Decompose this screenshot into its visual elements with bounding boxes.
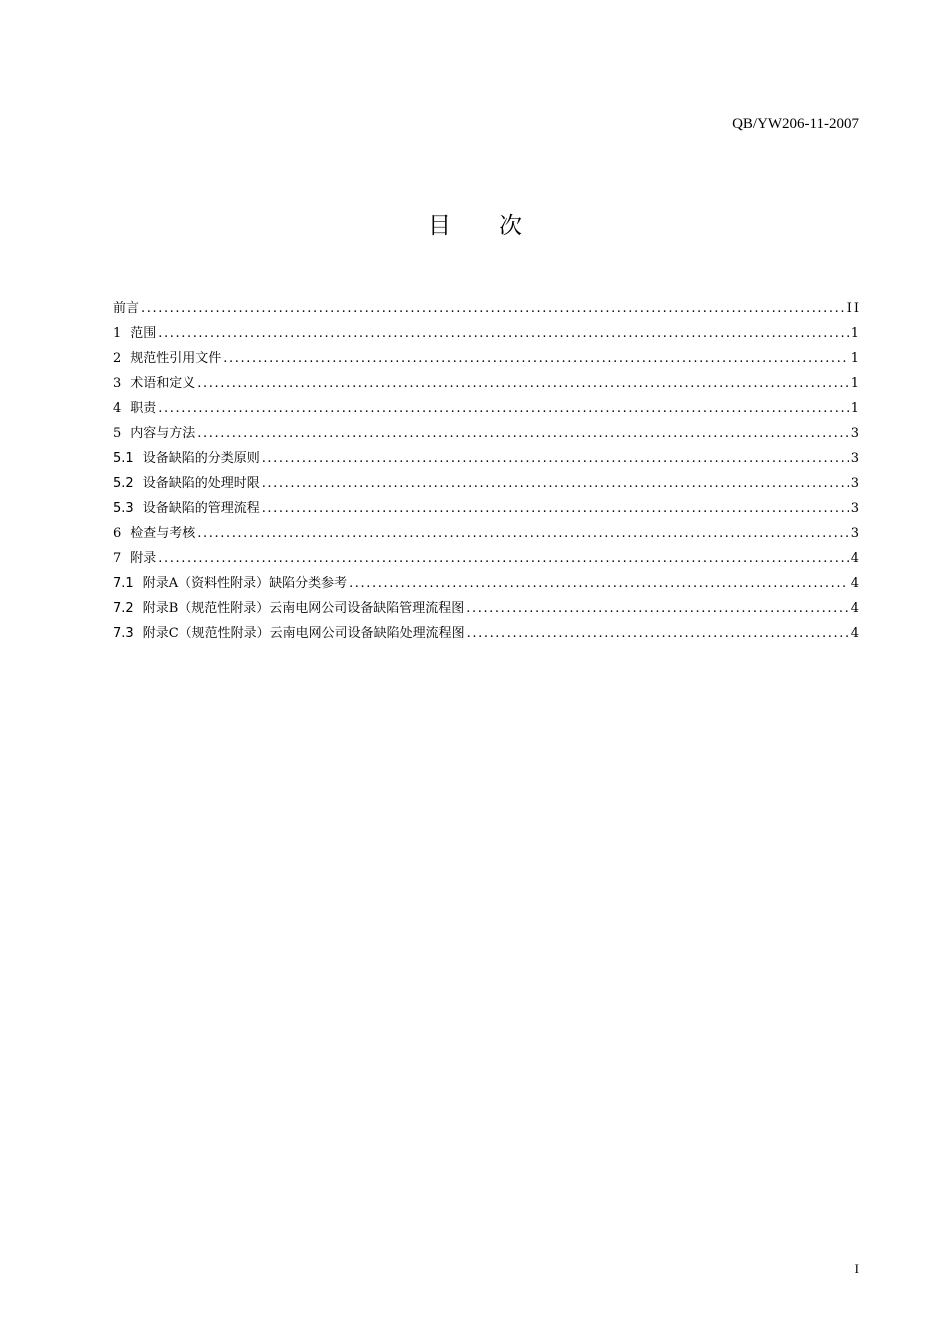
toc-entry-label: 附录C（规范性附录）云南电网公司设备缺陷处理流程图: [142, 626, 465, 641]
toc-entry-label: 附录B（规范性附录）云南电网公司设备缺陷管理流程图: [142, 601, 465, 616]
toc-entry-page: 3: [850, 501, 861, 516]
toc-entry[interactable]: [113, 546, 859, 571]
toc-entry-number: 5.3: [113, 501, 134, 516]
toc-entry-page: 4: [850, 576, 861, 591]
toc-entry[interactable]: [113, 471, 859, 496]
toc-entry-dot-leader: [466, 596, 848, 621]
toc-entry-dot-leader: [158, 321, 848, 346]
toc-entry-dot-leader: [141, 296, 845, 321]
toc-title-part2: 次: [499, 213, 522, 239]
toc-entry-page: II: [846, 301, 861, 316]
toc-entry[interactable]: [113, 321, 859, 346]
toc-entry-page: 1: [850, 351, 861, 366]
toc-entry-number: 7.3: [113, 626, 134, 641]
toc-entry[interactable]: [113, 521, 859, 546]
page-number: I: [854, 1261, 859, 1276]
toc-entry-number: 1: [113, 326, 122, 341]
table-of-contents: [113, 296, 859, 646]
toc-entry-dot-leader: [223, 346, 848, 371]
toc-entry[interactable]: [113, 571, 859, 596]
toc-entry-page: 1: [850, 326, 861, 341]
toc-entry[interactable]: [113, 346, 859, 371]
toc-entry-number: 5: [113, 426, 122, 441]
toc-entry-label: 检查与考核: [130, 526, 196, 541]
toc-entry-page: 4: [850, 601, 861, 616]
toc-entry-number: 2: [113, 351, 122, 366]
toc-entry[interactable]: [113, 621, 859, 646]
toc-entry-dot-leader: [262, 446, 849, 471]
toc-entry[interactable]: [113, 371, 859, 396]
toc-entry-number: 7.2: [113, 601, 134, 616]
toc-entry-dot-leader: [158, 546, 848, 571]
toc-entry-number: 4: [113, 401, 122, 416]
toc-entry-page: 4: [850, 626, 861, 641]
toc-entry-label: 设备缺陷的管理流程: [142, 501, 260, 516]
toc-entry-dot-leader: [262, 471, 849, 496]
toc-entry-page: 1: [850, 376, 861, 391]
toc-entry[interactable]: [113, 421, 859, 446]
toc-entry-label: 设备缺陷的处理时限: [142, 476, 260, 491]
toc-entry[interactable]: [113, 596, 859, 621]
toc-entry-dot-leader: [197, 421, 848, 446]
toc-entry-page: 3: [850, 476, 861, 491]
toc-title-part1: 目: [428, 213, 451, 239]
toc-entry-dot-leader: [262, 496, 849, 521]
toc-entry-number: 6: [113, 526, 122, 541]
toc-entry[interactable]: [113, 446, 859, 471]
toc-entry[interactable]: [113, 396, 859, 421]
toc-entry-page: 1: [850, 401, 861, 416]
toc-entry-dot-leader: [197, 521, 848, 546]
toc-entry[interactable]: [113, 296, 859, 321]
toc-entry-label: 职责: [130, 401, 157, 416]
toc-entry-number: 7: [113, 551, 122, 566]
toc-entry-number: 5.2: [113, 476, 134, 491]
document-code: QB/YW206-11-2007: [732, 116, 859, 132]
toc-entry-number: 5.1: [113, 451, 134, 466]
toc-entry-label: 规范性引用文件: [130, 351, 222, 366]
toc-entry-page: 3: [850, 451, 861, 466]
toc-entry-dot-leader: [158, 396, 848, 421]
toc-entry-label: 范围: [130, 326, 157, 341]
toc-entry-label: 附录A（资料性附录）缺陷分类参考: [142, 576, 348, 591]
toc-entry-label: 设备缺陷的分类原则: [142, 451, 260, 466]
toc-entry-label: 前言: [113, 301, 140, 316]
toc-entry-number: 7.1: [113, 576, 134, 591]
toc-entry-page: 4: [850, 551, 861, 566]
toc-entry[interactable]: [113, 496, 859, 521]
toc-entry-page: 3: [850, 526, 861, 541]
toc-entry-label: 术语和定义: [130, 376, 196, 391]
toc-title: [0, 210, 950, 242]
toc-entry-dot-leader: [349, 571, 849, 596]
toc-entry-page: 3: [850, 426, 861, 441]
toc-entry-label: 附录: [130, 551, 157, 566]
toc-entry-label: 内容与方法: [130, 426, 196, 441]
toc-entry-dot-leader: [197, 371, 848, 396]
toc-entry-number: 3: [113, 376, 122, 391]
toc-entry-dot-leader: [467, 621, 849, 646]
